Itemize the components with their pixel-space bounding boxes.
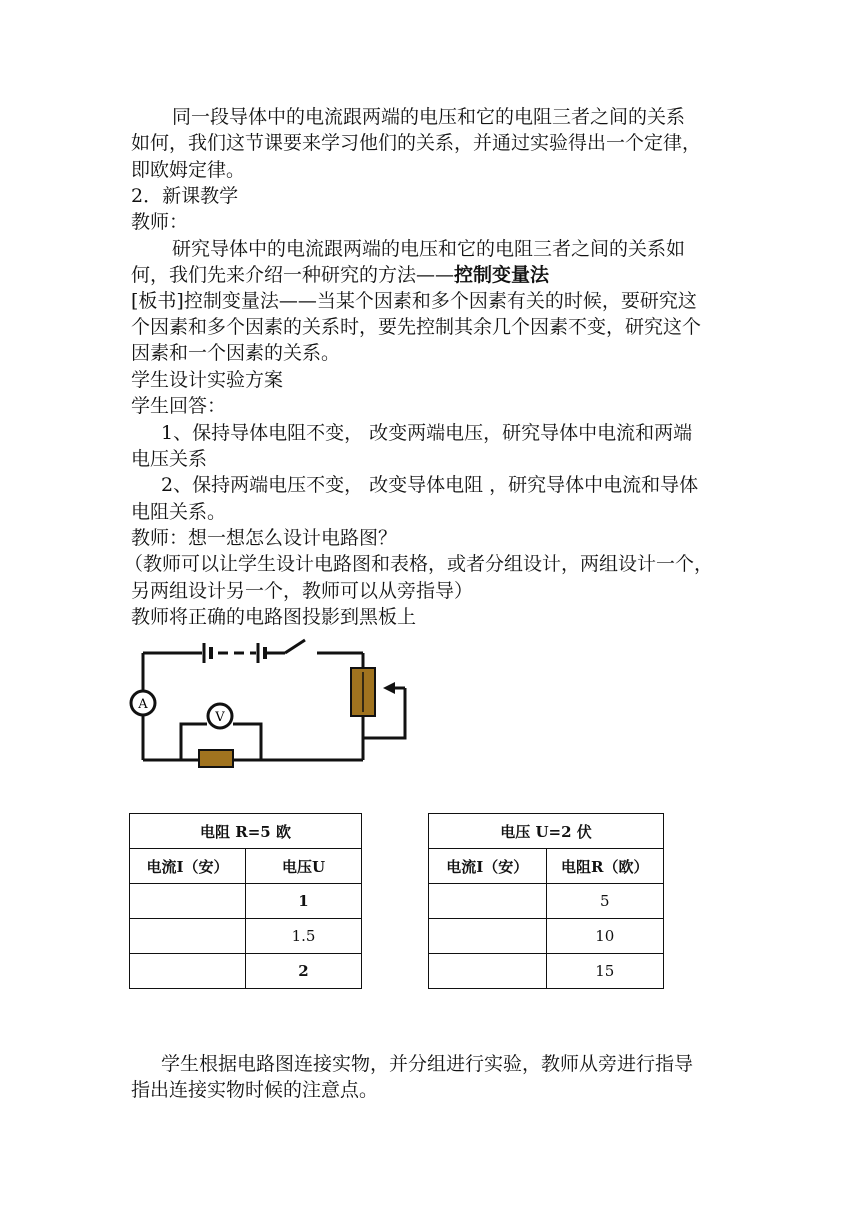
research-line-2 (131, 262, 549, 288)
table2-cell-current (429, 884, 547, 919)
answer-1-line-2: 电压关系 (131, 448, 208, 470)
teacher-question: 教师：想一想怎么设计电路图？ (131, 527, 398, 549)
table1-title: 电阻 R=5 欧 (130, 814, 362, 849)
fixed-resistor (199, 750, 233, 767)
research-prefix: 何，我们先来介绍一种研究的方法—— (131, 264, 455, 286)
table1-cell-voltage: 2 (246, 954, 362, 989)
answer-1-line-1: 1、保持导体电阻不变， 改变两端电压，研究导体中电流和两端 (161, 422, 693, 444)
table1-col-voltage: 电压U (246, 849, 362, 884)
table1-col-current: 电流I（安） (130, 849, 246, 884)
table2-cell-resistance: 15 (546, 954, 664, 989)
table1-cell-current (130, 884, 246, 919)
table-row (130, 954, 362, 989)
intro-line-3: 即欧姆定律。 (131, 159, 246, 181)
voltmeter-label: V (215, 710, 225, 725)
table-row (130, 919, 362, 954)
table-row (429, 954, 664, 989)
table-row (130, 884, 362, 919)
answer-2-line-1: 2、保持两端电压不变， 改变导体电阻 ，研究导体中电流和导体 (161, 474, 699, 496)
voltmeter-wire-right (233, 724, 261, 760)
table1-cell-voltage: 1.5 (246, 919, 362, 954)
table-resistance-fixed (129, 813, 362, 989)
table2-cell-resistance: 5 (546, 884, 664, 919)
board-note-line-1: [板书]控制变量法——当某个因素和多个因素有关的时候，要研究这 (131, 290, 697, 312)
board-note-line-3: 因素和一个因素的关系。 (131, 342, 341, 364)
research-line-1: 研究导体中的电流跟两端的电压和它的电阻三者之间的关系如 (172, 238, 686, 260)
student-design: 学生设计实验方案 (131, 369, 284, 391)
ammeter-label: A (138, 697, 148, 712)
table1-cell-current (130, 954, 246, 989)
table1-cell-current (130, 919, 246, 954)
closing-line-1: 学生根据电路图连接实物，并分组进行实验，教师从旁进行指导 (161, 1053, 694, 1075)
table2-cell-current (429, 954, 547, 989)
table2-col-current: 电流I（安） (429, 849, 547, 884)
table2-title: 电压 U=2 伏 (429, 814, 664, 849)
teacher-label: 教师： (131, 211, 189, 233)
projection-text: 教师将正确的电路图投影到黑板上 (131, 606, 417, 628)
table2-cell-current (429, 919, 547, 954)
table2-cell-resistance: 10 (546, 919, 664, 954)
teacher-note-line-2: 另两组设计另一个，教师可以从旁指导） (131, 580, 474, 602)
teacher-note-line-1: （教师可以让学生设计电路图和表格，或者分组设计，两组设计一个， (124, 553, 714, 575)
closing-line-2: 指出连接实物时候的注意点。 (131, 1079, 379, 1101)
table-row (429, 884, 664, 919)
switch-lever (285, 640, 305, 653)
method-name: 控制变量法 (454, 264, 550, 286)
table1-cell-voltage: 1 (246, 884, 362, 919)
board-note-line-2: 个因素和多个因素的关系时，要先控制其余几个因素不变，研究这个 (131, 316, 702, 338)
answer-2-line-2: 电阻关系。 (131, 501, 227, 523)
table2-col-resistance: 电阻R（欧） (546, 849, 664, 884)
student-answer: 学生回答： (131, 395, 227, 417)
circuit-diagram (125, 638, 425, 778)
intro-line-1: 同一段导体中的电流跟两端的电压和它的电阻三者之间的关系 (172, 106, 686, 128)
table-voltage-fixed (428, 813, 664, 989)
intro-line-2: 如何，我们这节课要来学习他们的关系，并通过实验得出一个定律， (131, 132, 702, 154)
table-row (429, 919, 664, 954)
section-title: 2．新课教学 (131, 185, 239, 207)
